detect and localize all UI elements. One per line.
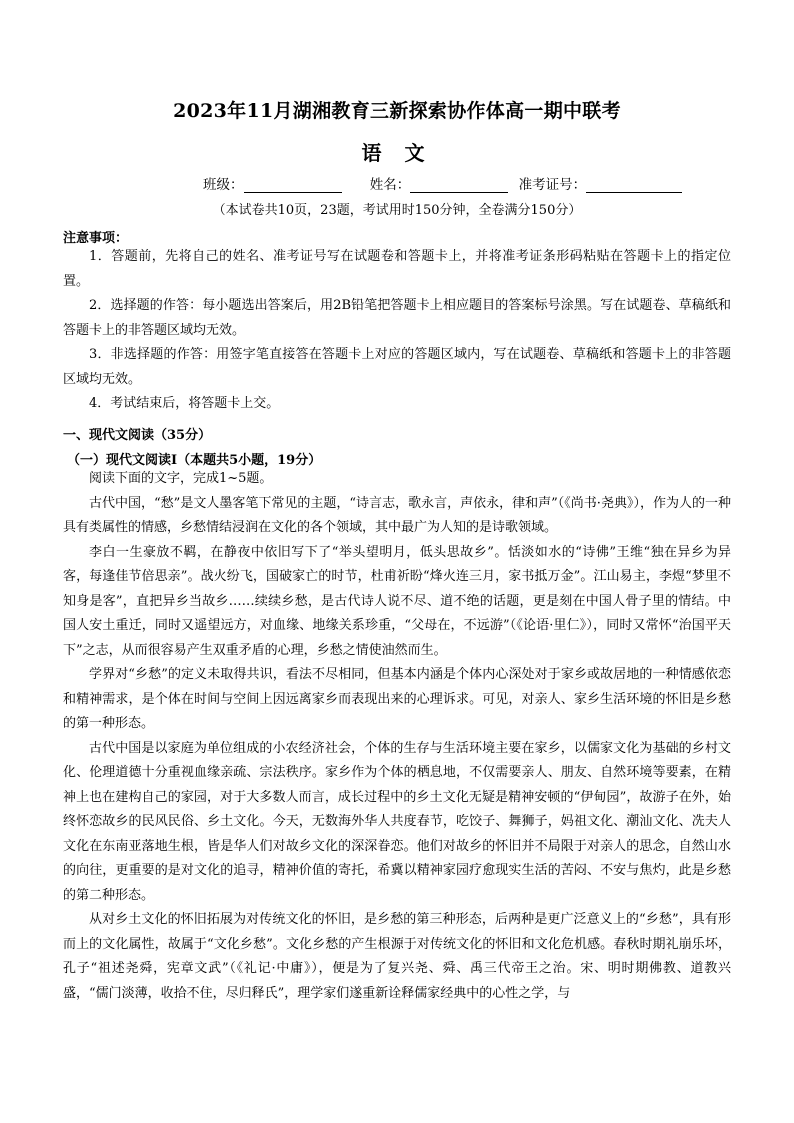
passage-paragraph: 古代中国，“愁”是文人墨客笔下常见的主题，“诗言志，歌永言，声依永，律和声”（《尚书·尧典》），作为人的一种具有类属性的情感，乡愁情结浸润在文化的各个领域，其中最广为人知的是诗歌领域。: [63, 495, 731, 535]
sub-section-heading: （一）现代文阅读Ⅰ（本题共5小题，19分）: [67, 453, 322, 468]
exam-no-blank[interactable]: [586, 177, 682, 193]
note-item: 3．非选择题的作答：用签字笔直接答在答题卡上对应的答题区域内，写在试题卷、草稿纸和答题卡上的非答题区域均无效。: [63, 347, 731, 387]
reading-passage: [63, 467, 731, 1006]
notes-list: [63, 245, 731, 417]
exam-info: （本试卷共10页，23题，考试用时150分钟，全卷满分150分）: [212, 203, 582, 218]
note-item: 2．选择题的作答：每小题选出答案后，用2B铅笔把答题卡上相应题目的答案标号涂黑。写在试题卷、草稿纸和答题卡上的非答题区域均无效。: [63, 298, 731, 338]
class-blank[interactable]: [244, 177, 342, 193]
subject-title: 语 文: [361, 141, 433, 165]
passage-paragraph: 学界对“乡愁”的定义未取得共识，看法不尽相同，但基本内涵是个体内心深处对于家乡或故居地的一种情感依恋和精神需求，是个体在时间与空间上因远离家乡而表现出来的心理诉求。可见，对亲人、家乡生活环境的怀旧是乡愁的第一种形态。: [63, 667, 731, 731]
page-title: 2023年11月湖湘教育三新探索协作体高一期中联考: [173, 100, 621, 122]
passage-paragraph: 古代中国是以家庭为单位组成的小农经济社会，个体的生存与生活环境主要在家乡，以儒家文化为基础的乡村文化、伦理道德十分重视血缘亲疏、宗法秩序。家乡作为个体的栖息地，不仅需要亲人、朋友、自然环境等要素，在精神上也在建构自己的家园，对于大多数人而言，成长过程中的乡土文化无疑是精神安顿的“伊甸园”，故游子在外，始终怀恋故乡的民风民俗、乡土文化。今天，无数海外华人共度春节，吃饺子、舞狮子，妈祖文化、潮汕文化、冼夫人文化在东南亚落地生根，皆是华人们对故乡文化的深深眷恋。他们对故乡的怀旧并不局限于对亲人的思念，自然山水的向往，更重要的是对文化的追寻，精神价值的寄托，希冀以精神家园疗愈现实生活的苦闷、不安与焦灼，此是乡愁的第二种形态。: [63, 740, 731, 903]
reading-instruction: 阅读下面的文字，完成1~5题。: [89, 471, 273, 486]
passage-paragraph: 李白一生豪放不羁，在静夜中依旧写下了“举头望明月，低头思故乡”。恬淡如水的“诗佛”王维“独在异乡为异客，每逢佳节倍思亲”。战火纷飞，国破家亡的时节，杜甫祈盼“烽火连三月，家书抵万金”。江山易主，李煜“梦里不知身是客”，直把异乡当故乡……续续乡愁，是古代诗人说不尽、道不绝的话题，更是刻在中国人骨子里的情结。中国人安土重迁，同时又遥望远方，对血缘、地缘关系珍重，“父母在，不远游”（《论语·里仁》），同时又常怀“治国平天下”之志，从而很容易产生双重矛盾的心理，乡愁之情使油然而生。: [63, 544, 731, 658]
exam-no-label: 准考证号：: [518, 177, 587, 193]
name-blank[interactable]: [410, 177, 508, 193]
class-label: 班级：: [203, 177, 244, 193]
name-label: 姓名：: [369, 177, 411, 193]
section-heading: 一、现代文阅读（35分）: [63, 428, 212, 443]
passage-paragraph: 从对乡土文化的怀旧拓展为对传统文化的怀旧，是乡愁的第三种形态，后两种是更广泛意义上的“乡愁”，具有形而上的文化属性，故属于“文化乡愁”。文化乡愁的产生根源于对传统文化的怀旧和文化危机感。春秋时期礼崩乐坏，孔子“祖述尧舜，宪章文武”（《礼记·中庸》），便是为了复兴尧、舜、禹三代帝王之治。宋、明时期佛教、道教兴盛，“儒门淡薄，收拾不住，尽归释氏”，理学家们遂重新诠释儒家经典中的心性之学，与: [63, 912, 731, 1001]
notes-heading: 注意事项：: [63, 231, 129, 246]
note-item: 4．考试结束后，将答题卡上交。: [89, 396, 280, 411]
note-item: 1．答题前，先将自己的姓名、准考证号写在试题卷和答题卡上，并将准考证条形码粘贴在答题卡上的指定位置。: [63, 249, 731, 289]
student-info-fields: [203, 173, 723, 193]
